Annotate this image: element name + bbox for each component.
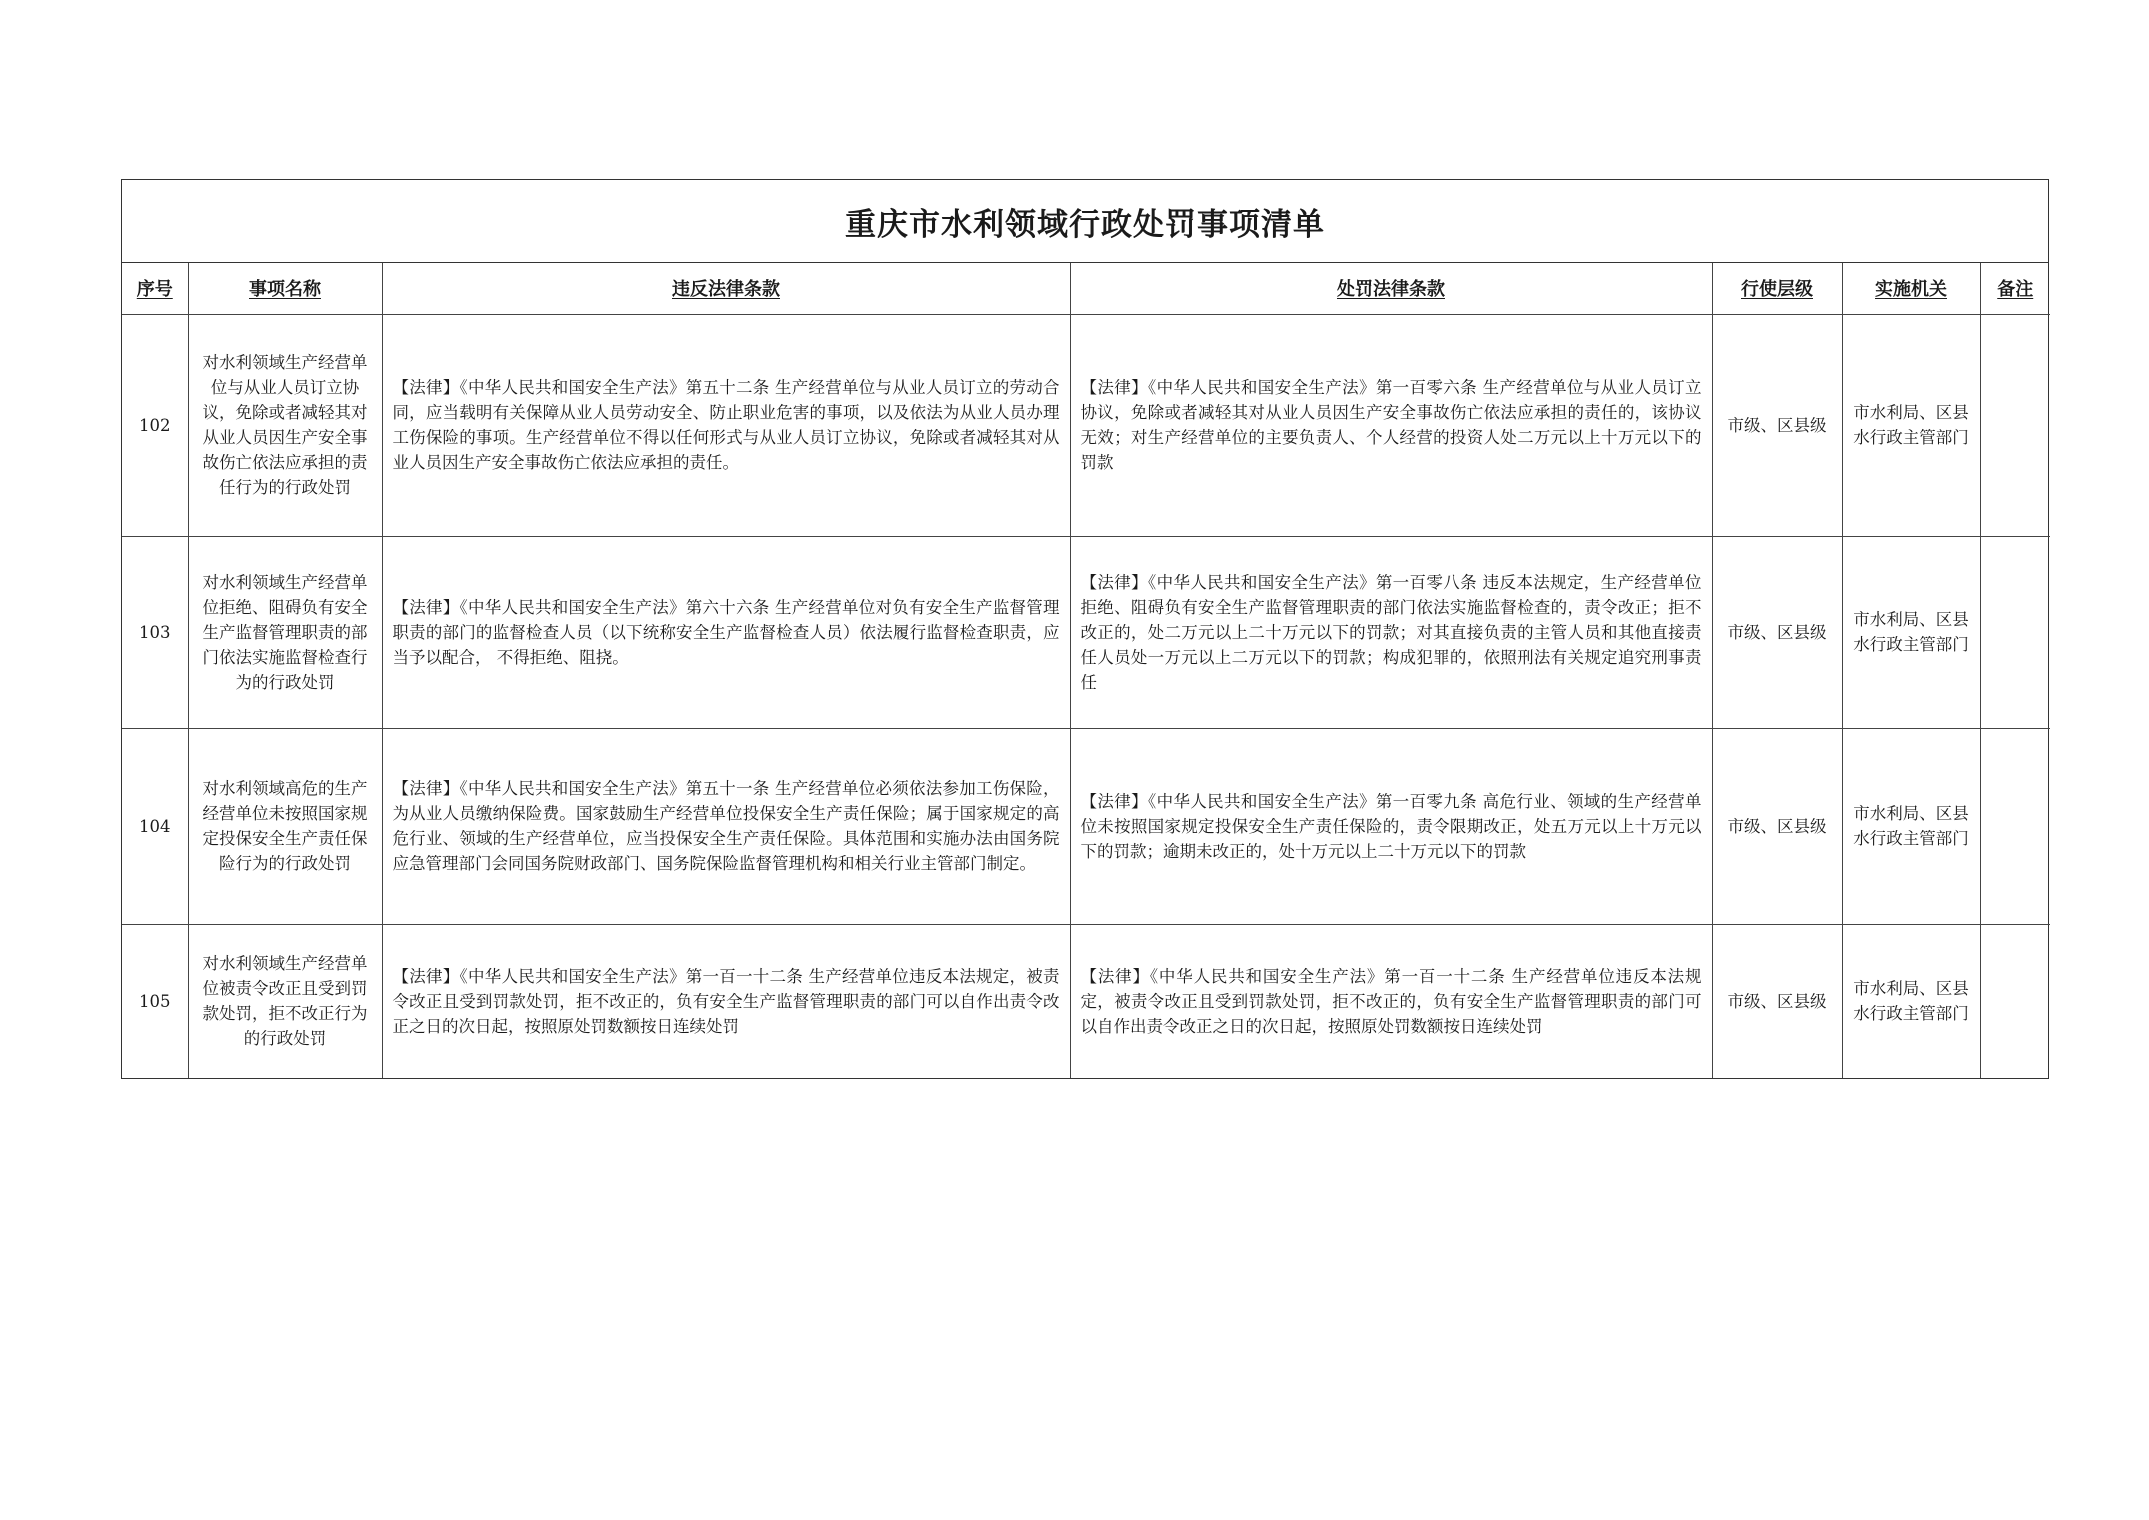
cell-level: 市级、区县级 xyxy=(1712,728,1842,924)
cell-agency: 市水利局、区县水行政主管部门 xyxy=(1842,924,1980,1078)
cell-penalty: 【法律】《中华人民共和国安全生产法》第一百一十二条 生产经营单位违反本法规定，被责令改正且受到罚款处罚，拒不改正的，负有安全生产监督管理职责的部门可以自作出责令改正之日的次日起，按照原处罚数额按日连续处罚 xyxy=(1070,924,1712,1078)
cell-agency: 市水利局、区县水行政主管部门 xyxy=(1842,728,1980,924)
cell-violation: 【法律】《中华人民共和国安全生产法》第五十一条 生产经营单位必须依法参加工伤保险，为从业人员缴纳保险费。国家鼓励生产经营单位投保安全生产责任保险；属于国家规定的高危行业、领域的生产经营单位，应当投保安全生产责任保险。具体范围和实施办法由国务院应急管理部门会同国务院财政部门、国务院保险监督管理机构和相关行业主管部门制定。 xyxy=(382,728,1070,924)
cell-violation: 【法律】《中华人民共和国安全生产法》第一百一十二条 生产经营单位违反本法规定，被责令改正且受到罚款处罚，拒不改正的，负有安全生产监督管理职责的部门可以自作出责令改正之日的次日起，按照原处罚数额按日连续处罚 xyxy=(382,924,1070,1078)
cell-seq: 105 xyxy=(122,924,188,1078)
cell-name: 对水利领域生产经营单位被责令改正且受到罚款处罚，拒不改正行为的行政处罚 xyxy=(188,924,382,1078)
penalty-table xyxy=(122,263,2050,1078)
cell-name: 对水利领域生产经营单位拒绝、阻碍负有安全生产监督管理职责的部门依法实施监督检查行为的行政处罚 xyxy=(188,536,382,728)
table-row xyxy=(122,924,2050,1078)
cell-seq: 102 xyxy=(122,314,188,536)
cell-penalty: 【法律】《中华人民共和国安全生产法》第一百零九条 高危行业、领域的生产经营单位未按照国家规定投保安全生产责任保险的，责令限期改正，处五万元以上十万元以下的罚款；逾期未改正的，处十万元以上二十万元以下的罚款 xyxy=(1070,728,1712,924)
table-row xyxy=(122,536,2050,728)
cell-remark xyxy=(1980,924,2050,1078)
document-title: 重庆市水利领域行政处罚事项清单 xyxy=(122,180,2048,263)
cell-remark xyxy=(1980,728,2050,924)
header-name: 事项名称 xyxy=(188,263,382,314)
cell-level: 市级、区县级 xyxy=(1712,536,1842,728)
header-violation: 违反法律条款 xyxy=(382,263,1070,314)
cell-remark xyxy=(1980,314,2050,536)
cell-agency: 市水利局、区县水行政主管部门 xyxy=(1842,536,1980,728)
cell-penalty: 【法律】《中华人民共和国安全生产法》第一百零八条 违反本法规定，生产经营单位拒绝、阻碍负有安全生产监督管理职责的部门依法实施监督检查的，责令改正；拒不改正的，处二万元以上二十万元以下的罚款；对其直接负责的主管人员和其他直接责任人员处一万元以上二万元以下的罚款；构成犯罪的，依照刑法有关规定追究刑事责任 xyxy=(1070,536,1712,728)
header-seq: 序号 xyxy=(122,263,188,314)
cell-remark xyxy=(1980,536,2050,728)
cell-name: 对水利领域高危的生产经营单位未按照国家规定投保安全生产责任保险行为的行政处罚 xyxy=(188,728,382,924)
cell-violation: 【法律】《中华人民共和国安全生产法》第五十二条 生产经营单位与从业人员订立的劳动合同，应当载明有关保障从业人员劳动安全、防止职业危害的事项，以及依法为从业人员办理工伤保险的事项。生产经营单位不得以任何形式与从业人员订立协议，免除或者减轻其对从业人员因生产安全事故伤亡依法应承担的责任。 xyxy=(382,314,1070,536)
cell-level: 市级、区县级 xyxy=(1712,314,1842,536)
header-agency: 实施机关 xyxy=(1842,263,1980,314)
cell-name: 对水利领域生产经营单位与从业人员订立协议，免除或者减轻其对从业人员因生产安全事故伤亡依法应承担的责任行为的行政处罚 xyxy=(188,314,382,536)
penalty-list-sheet xyxy=(121,179,2049,1079)
cell-penalty: 【法律】《中华人民共和国安全生产法》第一百零六条 生产经营单位与从业人员订立协议，免除或者减轻其对从业人员因生产安全事故伤亡依法应承担的责任的，该协议无效；对生产经营单位的主要负责人、个人经营的投资人处二万元以上十万元以下的罚款 xyxy=(1070,314,1712,536)
cell-violation: 【法律】《中华人民共和国安全生产法》第六十六条 生产经营单位对负有安全生产监督管理职责的部门的监督检查人员（以下统称安全生产监督检查人员）依法履行监督检查职责，应当予以配合， 不得拒绝、阻挠。 xyxy=(382,536,1070,728)
cell-seq: 104 xyxy=(122,728,188,924)
table-row xyxy=(122,728,2050,924)
table-row xyxy=(122,314,2050,536)
cell-agency: 市水利局、区县水行政主管部门 xyxy=(1842,314,1980,536)
cell-level: 市级、区县级 xyxy=(1712,924,1842,1078)
header-remark: 备注 xyxy=(1980,263,2050,314)
header-penalty: 处罚法律条款 xyxy=(1070,263,1712,314)
cell-seq: 103 xyxy=(122,536,188,728)
header-level: 行使层级 xyxy=(1712,263,1842,314)
table-header-row xyxy=(122,263,2050,314)
